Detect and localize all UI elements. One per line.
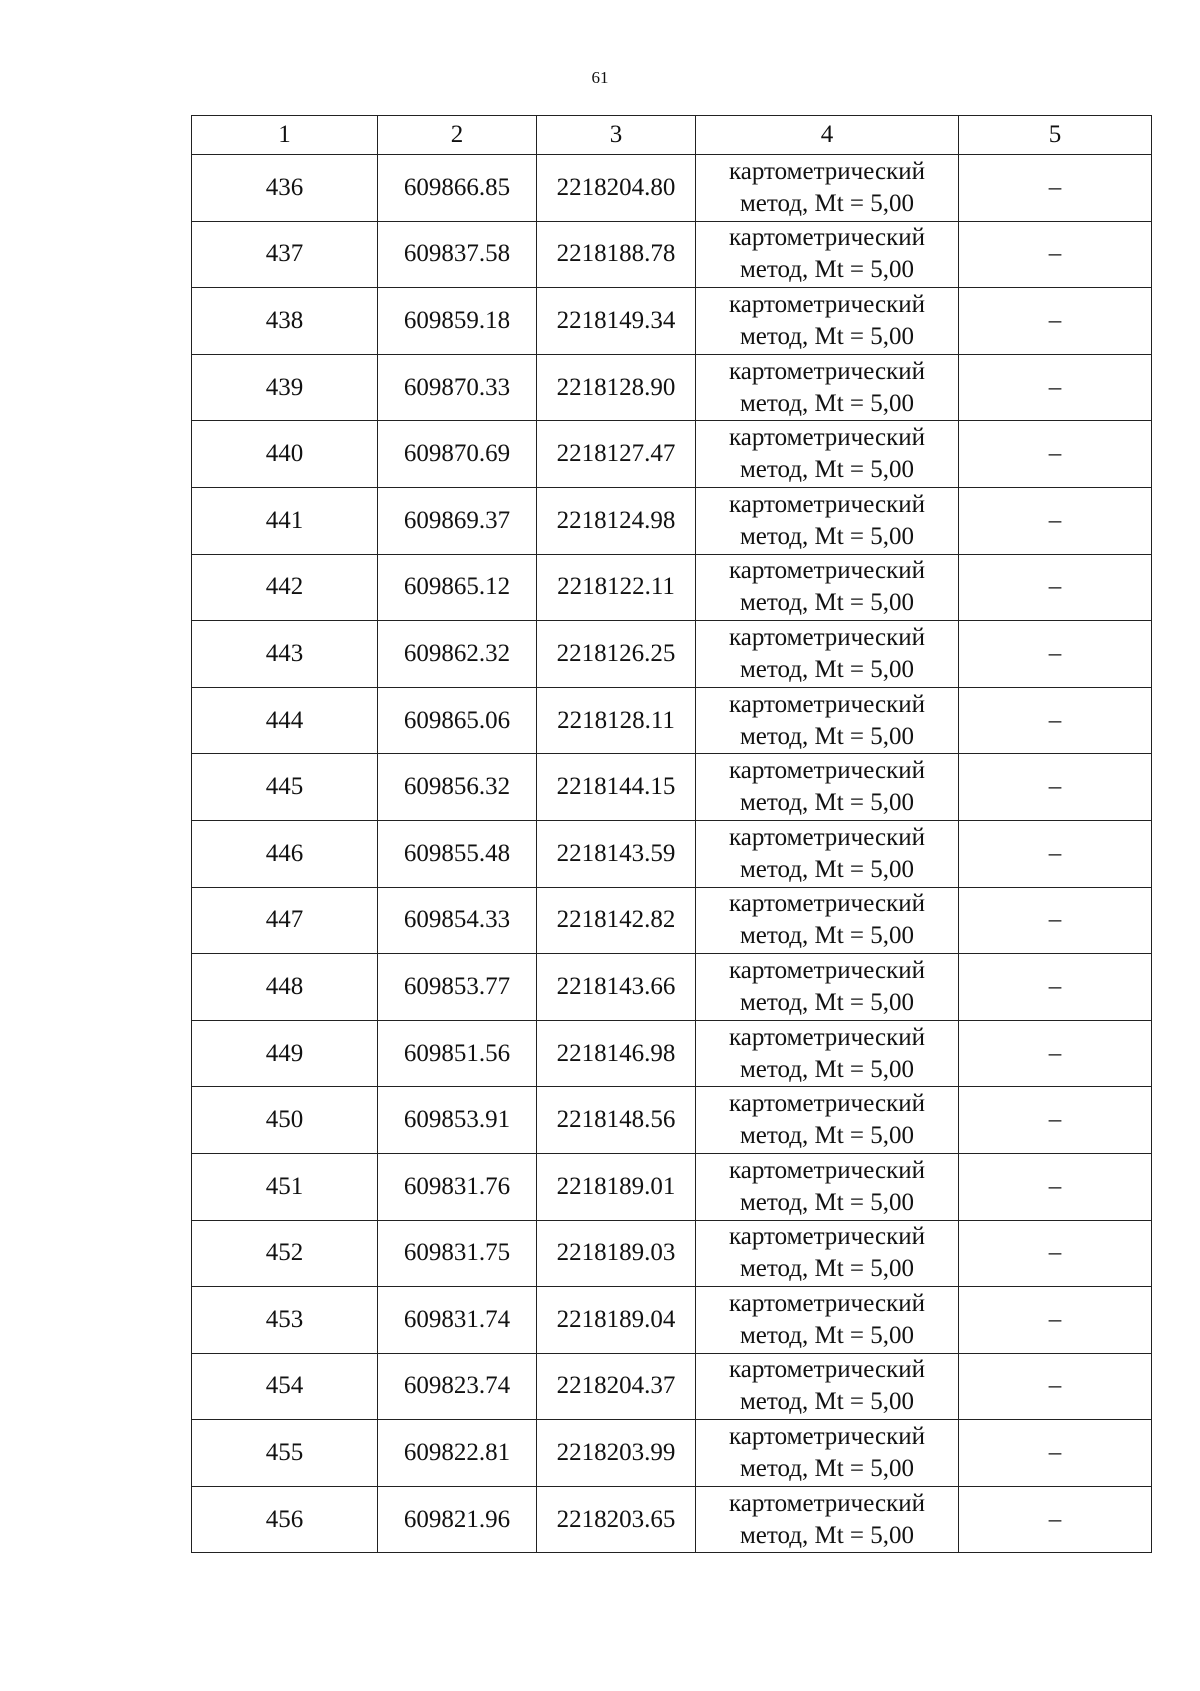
y-coordinate-cell: 2218204.37 [537,1353,696,1420]
point-number-cell: 453 [192,1287,378,1354]
y-coordinate-cell: 2218204.80 [537,155,696,222]
method-line-2: метод, Mt = 5,00 [739,722,915,750]
note-cell: – [959,1153,1152,1220]
note-cell: – [959,1486,1152,1553]
method-line-1: картометрический [729,623,925,651]
method-cell [696,954,959,1021]
note-cell: – [959,288,1152,355]
note-cell: – [959,354,1152,421]
method-cell [696,887,959,954]
x-coordinate-cell: 609854.33 [378,887,537,954]
method-line-2: метод, Mt = 5,00 [739,988,915,1016]
method-line-2: метод, Mt = 5,00 [739,855,915,883]
point-number-cell: 451 [192,1153,378,1220]
note-cell: – [959,754,1152,821]
method-line-2: метод, Mt = 5,00 [739,789,915,817]
x-coordinate-cell: 609855.48 [378,820,537,887]
point-number-cell: 436 [192,155,378,222]
method-line-2: метод, Mt = 5,00 [739,256,915,284]
note-cell: – [959,887,1152,954]
point-number-cell: 445 [192,754,378,821]
method-line-2: метод, Mt = 5,00 [739,189,915,217]
method-line-2: метод, Mt = 5,00 [739,456,915,484]
y-coordinate-cell: 2218142.82 [537,887,696,954]
header-col-2: 2 [378,116,537,155]
x-coordinate-cell: 609853.77 [378,954,537,1021]
y-coordinate-cell: 2218144.15 [537,754,696,821]
x-coordinate-cell: 609837.58 [378,221,537,288]
table-row [192,421,1152,488]
point-number-cell: 454 [192,1353,378,1420]
method-line-2: метод, Mt = 5,00 [739,322,915,350]
x-coordinate-cell: 609823.74 [378,1353,537,1420]
table-row [192,820,1152,887]
note-cell: – [959,554,1152,621]
header-row [192,116,1152,155]
y-coordinate-cell: 2218126.25 [537,621,696,688]
method-line-1: картометрический [729,757,925,785]
method-line-2: метод, Mt = 5,00 [739,1388,915,1416]
table-row [192,221,1152,288]
point-number-cell: 438 [192,288,378,355]
method-line-2: метод, Mt = 5,00 [739,522,915,550]
note-cell: – [959,621,1152,688]
point-number-cell: 450 [192,1087,378,1154]
y-coordinate-cell: 2218146.98 [537,1020,696,1087]
method-line-2: метод, Mt = 5,00 [739,1521,915,1549]
header-col-3: 3 [537,116,696,155]
x-coordinate-cell: 609831.74 [378,1287,537,1354]
y-coordinate-cell: 2218122.11 [537,554,696,621]
table-row [192,155,1152,222]
note-cell: – [959,954,1152,1021]
method-cell [696,1220,959,1287]
method-cell [696,1287,959,1354]
x-coordinate-cell: 609851.56 [378,1020,537,1087]
method-line-1: картометрический [729,890,925,918]
x-coordinate-cell: 609853.91 [378,1087,537,1154]
method-line-1: картометрический [729,1023,925,1051]
note-cell: – [959,1020,1152,1087]
method-line-1: картометрический [729,690,925,718]
note-cell: – [959,1353,1152,1420]
table-row [192,887,1152,954]
table-row [192,487,1152,554]
x-coordinate-cell: 609865.06 [378,687,537,754]
method-line-1: картометрический [729,1223,925,1251]
table-row [192,621,1152,688]
method-line-2: метод, Mt = 5,00 [739,589,915,617]
y-coordinate-cell: 2218203.99 [537,1420,696,1487]
header-col-4: 4 [696,116,959,155]
method-line-1: картометрический [729,357,925,385]
point-number-cell: 446 [192,820,378,887]
method-line-2: метод, Mt = 5,00 [739,1255,915,1283]
method-cell [696,1486,959,1553]
method-line-1: картометрический [729,1289,925,1317]
table-row [192,687,1152,754]
page-number: 61 [591,68,609,87]
method-cell [696,155,959,222]
method-line-1: картометрический [729,490,925,518]
x-coordinate-cell: 609822.81 [378,1420,537,1487]
y-coordinate-cell: 2218124.98 [537,487,696,554]
method-cell [696,354,959,421]
method-line-1: картометрический [729,224,925,252]
y-coordinate-cell: 2218127.47 [537,421,696,488]
method-line-1: картометрический [729,1423,925,1451]
point-number-cell: 441 [192,487,378,554]
table-header [192,116,1152,155]
method-cell [696,1420,959,1487]
table-body [192,155,1152,1553]
coordinates-table [191,115,1152,1553]
y-coordinate-cell: 2218143.59 [537,820,696,887]
x-coordinate-cell: 609831.76 [378,1153,537,1220]
note-cell: – [959,1220,1152,1287]
method-cell [696,288,959,355]
y-coordinate-cell: 2218143.66 [537,954,696,1021]
table-row [192,288,1152,355]
table-row [192,554,1152,621]
point-number-cell: 444 [192,687,378,754]
note-cell: – [959,1087,1152,1154]
note-cell: – [959,687,1152,754]
note-cell: – [959,1420,1152,1487]
point-number-cell: 442 [192,554,378,621]
note-cell: – [959,487,1152,554]
point-number-cell: 455 [192,1420,378,1487]
y-coordinate-cell: 2218203.65 [537,1486,696,1553]
point-number-cell: 439 [192,354,378,421]
method-cell [696,1087,959,1154]
table-row [192,354,1152,421]
method-line-1: картометрический [729,956,925,984]
y-coordinate-cell: 2218128.11 [537,687,696,754]
table-row [192,754,1152,821]
method-line-1: картометрический [729,557,925,585]
method-cell [696,754,959,821]
method-line-1: картометрический [729,1090,925,1118]
y-coordinate-cell: 2218149.34 [537,288,696,355]
method-line-2: метод, Mt = 5,00 [739,389,915,417]
method-cell [696,221,959,288]
point-number-cell: 437 [192,221,378,288]
point-number-cell: 452 [192,1220,378,1287]
x-coordinate-cell: 609870.69 [378,421,537,488]
method-cell [696,687,959,754]
method-cell [696,621,959,688]
method-line-2: метод, Mt = 5,00 [739,1122,915,1150]
note-cell: – [959,421,1152,488]
y-coordinate-cell: 2218189.03 [537,1220,696,1287]
point-number-cell: 456 [192,1486,378,1553]
point-number-cell: 448 [192,954,378,1021]
table-row [192,1153,1152,1220]
x-coordinate-cell: 609831.75 [378,1220,537,1287]
point-number-cell: 449 [192,1020,378,1087]
y-coordinate-cell: 2218189.01 [537,1153,696,1220]
method-line-1: картометрический [729,157,925,185]
method-line-2: метод, Mt = 5,00 [739,1055,915,1083]
method-line-2: метод, Mt = 5,00 [739,655,915,683]
note-cell: – [959,820,1152,887]
method-line-1: картометрический [729,823,925,851]
point-number-cell: 443 [192,621,378,688]
method-line-1: картометрический [729,1489,925,1517]
note-cell: – [959,1287,1152,1354]
table-row [192,1087,1152,1154]
method-cell [696,1353,959,1420]
point-number-cell: 440 [192,421,378,488]
note-cell: – [959,155,1152,222]
x-coordinate-cell: 609856.32 [378,754,537,821]
table-row [192,1020,1152,1087]
x-coordinate-cell: 609869.37 [378,487,537,554]
x-coordinate-cell: 609862.32 [378,621,537,688]
method-cell [696,1020,959,1087]
method-line-1: картометрический [729,1156,925,1184]
y-coordinate-cell: 2218189.04 [537,1287,696,1354]
method-line-2: метод, Mt = 5,00 [739,1455,915,1483]
table-row [192,1287,1152,1354]
x-coordinate-cell: 609870.33 [378,354,537,421]
y-coordinate-cell: 2218128.90 [537,354,696,421]
x-coordinate-cell: 609866.85 [378,155,537,222]
method-line-2: метод, Mt = 5,00 [739,1321,915,1349]
method-line-2: метод, Mt = 5,00 [739,922,915,950]
table-row [192,954,1152,1021]
method-cell [696,487,959,554]
y-coordinate-cell: 2218188.78 [537,221,696,288]
method-line-1: картометрический [729,1356,925,1384]
x-coordinate-cell: 609859.18 [378,288,537,355]
method-cell [696,1153,959,1220]
header-col-5: 5 [959,116,1152,155]
header-col-1: 1 [192,116,378,155]
table-row [192,1486,1152,1553]
table-row [192,1420,1152,1487]
method-cell [696,820,959,887]
x-coordinate-cell: 609821.96 [378,1486,537,1553]
note-cell: – [959,221,1152,288]
point-number-cell: 447 [192,887,378,954]
method-line-1: картометрический [729,290,925,318]
table-row [192,1353,1152,1420]
table-row [192,1220,1152,1287]
y-coordinate-cell: 2218148.56 [537,1087,696,1154]
method-line-2: метод, Mt = 5,00 [739,1188,915,1216]
method-cell [696,421,959,488]
method-cell [696,554,959,621]
x-coordinate-cell: 609865.12 [378,554,537,621]
method-line-1: картометрический [729,424,925,452]
